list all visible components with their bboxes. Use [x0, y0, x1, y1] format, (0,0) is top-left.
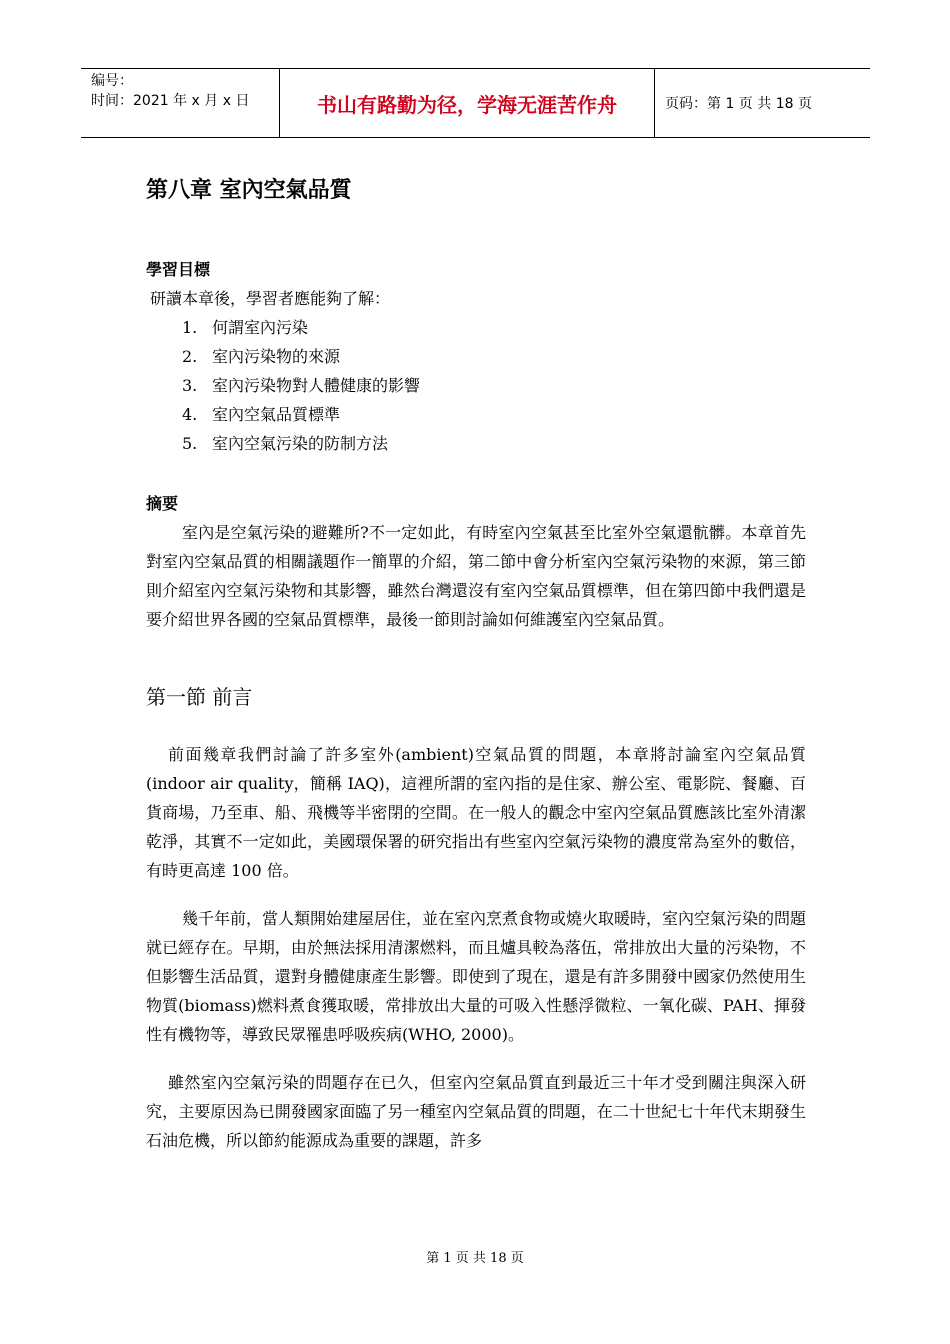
objectives-intro: 研讀本章後，學習者應能夠了解： [150, 289, 391, 308]
document-time-label: 时间：2021 年 x 月 x 日 [91, 93, 250, 109]
list-item: 2. 室內污染物的來源 [182, 347, 341, 366]
list-item: 3. 室內污染物對人體健康的影響 [182, 376, 421, 395]
header-motto: 书山有路勤为径，学海无涯苦作舟 [280, 69, 655, 137]
objectives-list [146, 313, 806, 458]
list-item: 4. 室內空氣品質標準 [182, 405, 341, 424]
document-body [146, 170, 806, 1155]
body-paragraph: 幾千年前，當人類開始建屋居住，並在室內烹煮食物或燒火取暖時，室內空氣污染的問題就已經存在。早期，由於無法採用清潔燃料，而且爐具較為落伍，常排放出大量的污染物，不但影響生活品質，還對身體健康產生影響。即使到了現在，還是有許多開發中國家仍然使用生物質(biomass)燃料煮食獲取暖，常排放出大量的可吸入性懸浮微粒、一氧化碳、PAH、揮發性有機物等，導致民眾罹患呼吸疾病(WHO, 2000)。 [146, 909, 807, 1044]
summary-text: 室內是空氣污染的避難所?不一定如此，有時室內空氣甚至比室外空氣還骯髒。本章首先對室內空氣品質的相關議題作一簡單的介紹，第二節中會分析室內空氣污染物的來源，第三節則介紹室內空氣污染物和其影響，雖然台灣還沒有室內空氣品質標準，但在第四節中我們還是要介紹世界各國的空氣品質標準，最後一節則討論如何維護室內空氣品質。 [146, 523, 806, 629]
body-paragraph: 前面幾章我們討論了許多室外(ambient)空氣品質的問題，本章將討論室內空氣品質(indoor air quality，簡稱 IAQ)，這裡所謂的室內指的是住家、辦公室、電影院、餐廳、百貨商場，乃至車、船、飛機等半密閉的空間。在一般人的觀念中室內空氣品質應該比室外清潔乾淨，其實不一定如此，美國環保署的研究指出有些室內空氣污染物的濃度常為室外的數倍，有時更高達 100 倍。 [146, 745, 806, 880]
list-item: 5. 室內空氣污染的防制方法 [182, 434, 389, 453]
document-number-label: 编号： [91, 73, 133, 89]
section-title: 第一節 前言 [146, 685, 253, 709]
header-meta [81, 69, 280, 137]
body-paragraph: 雖然室內空氣污染的問題存在已久，但室內空氣品質直到最近三十年才受到關注與深入研究，主要原因為已開發國家面臨了另一種室內空氣品質的問題，在二十世紀七十年代末期發生石油危機，所以節約能源成為重要的課題，許多 [146, 1073, 806, 1150]
page-header [81, 68, 870, 138]
objectives-heading: 學習目標 [146, 260, 211, 279]
list-item: 1. 何謂室內污染 [182, 318, 309, 337]
header-page-info: 页码：第 1 页 共 18 页 [665, 96, 812, 112]
page-footer: 第 1 页 共 18 页 [426, 1251, 524, 1266]
summary-heading: 摘要 [146, 494, 179, 513]
chapter-title: 第八章 室內空氣品質 [146, 177, 352, 203]
